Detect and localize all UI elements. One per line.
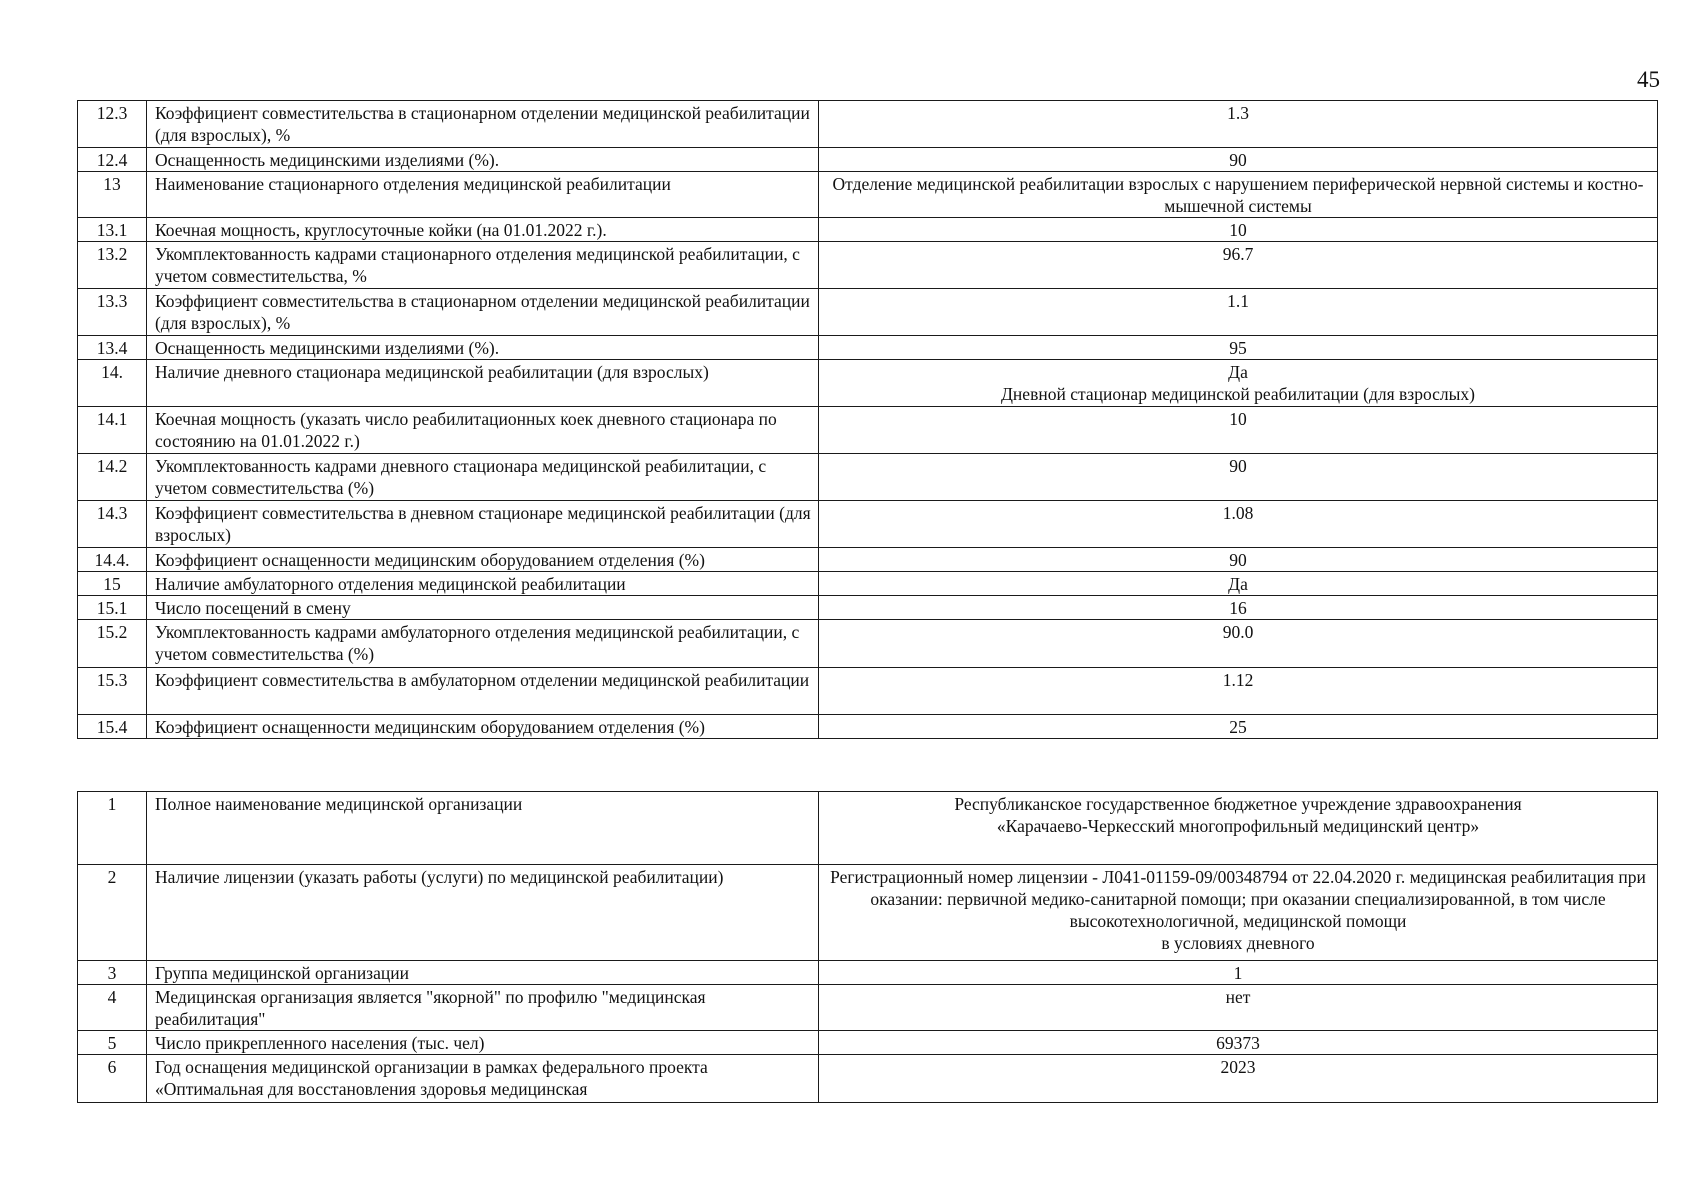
indicator-value-cell: Да <box>819 572 1658 596</box>
table-row <box>78 865 1658 961</box>
indicator-value-cell: 25 <box>819 715 1658 739</box>
table-row <box>78 715 1658 739</box>
indicator-value-cell: 2023 <box>819 1055 1658 1103</box>
row-number-cell: 15.3 <box>78 668 147 715</box>
indicator-value-cell: 10 <box>819 407 1658 454</box>
row-number-cell: 4 <box>78 985 147 1031</box>
row-number-cell: 12.3 <box>78 101 147 148</box>
indicator-name-cell: Коэффициент оснащенности медицинским оборудованием отделения (%) <box>147 715 819 739</box>
organization-info-table-body <box>78 792 1658 1103</box>
row-number-cell: 12.4 <box>78 148 147 172</box>
table-row <box>78 172 1658 218</box>
indicator-name-cell: Наличие амбулаторного отделения медицинской реабилитации <box>147 572 819 596</box>
indicator-name-cell: Укомплектованность кадрами стационарного отделения медицинской реабилитации, с учетом совместительства, % <box>147 242 819 289</box>
indicator-name-cell: Коэффициент совместительства в стационарном отделении медицинской реабилитации (для взрослых), % <box>147 101 819 148</box>
indicator-value-cell: 1.12 <box>819 668 1658 715</box>
row-number-cell: 2 <box>78 865 147 961</box>
indicator-value-cell: 95 <box>819 336 1658 360</box>
indicator-name-cell: Коэффициент совместительства в стационарном отделении медицинской реабилитации (для взрослых), % <box>147 289 819 336</box>
row-number-cell: 1 <box>78 792 147 865</box>
table-row <box>78 1055 1658 1103</box>
indicator-value-cell: 90.0 <box>819 620 1658 668</box>
row-number-cell: 13.4 <box>78 336 147 360</box>
indicator-name-cell: Группа медицинской организации <box>147 961 819 985</box>
indicator-name-cell: Полное наименование медицинской организации <box>147 792 819 865</box>
indicator-value-cell: 90 <box>819 148 1658 172</box>
table-row <box>78 218 1658 242</box>
indicator-name-cell: Коэффициент совместительства в амбулаторном отделении медицинской реабилитации <box>147 668 819 715</box>
indicator-name-cell: Наименование стационарного отделения медицинской реабилитации <box>147 172 819 218</box>
indicator-value-cell: 1.3 <box>819 101 1658 148</box>
indicator-name-cell: Коечная мощность (указать число реабилитационных коек дневного стационара по состоянию на 01.01.2022 г.) <box>147 407 819 454</box>
indicator-name-cell: Коечная мощность, круглосуточные койки (на 01.01.2022 г.). <box>147 218 819 242</box>
row-number-cell: 6 <box>78 1055 147 1103</box>
indicator-value-cell: Регистрационный номер лицензии - Л041-01159-09/00348794 от 22.04.2020 г. медицинская реабилитация при оказании: первичной медико-санитарной помощи; при оказании специализированной, в том числе высокотехнологичной, медицинской помощи в условиях дневного <box>819 865 1658 961</box>
table-row <box>78 289 1658 336</box>
indicator-name-cell: Оснащенность медицинскими изделиями (%). <box>147 148 819 172</box>
indicator-value-cell: Республиканское государственное бюджетное учреждение здравоохранения «Карачаево-Черкесский многопрофильный медицинский центр» <box>819 792 1658 865</box>
indicator-value-cell: 1 <box>819 961 1658 985</box>
row-number-cell: 15.4 <box>78 715 147 739</box>
indicator-name-cell: Укомплектованность кадрами амбулаторного отделения медицинской реабилитации, с учетом совместительства (%) <box>147 620 819 668</box>
indicator-value-cell: нет <box>819 985 1658 1031</box>
indicator-value-cell: Отделение медицинской реабилитации взрослых с нарушением периферической нервной системы и костно-мышечной системы <box>819 172 1658 218</box>
table-row <box>78 454 1658 501</box>
rehab-indicators-table <box>77 100 1658 739</box>
table-row <box>78 596 1658 620</box>
row-number-cell: 14.2 <box>78 454 147 501</box>
indicator-name-cell: Число посещений в смену <box>147 596 819 620</box>
row-number-cell: 3 <box>78 961 147 985</box>
table-row <box>78 148 1658 172</box>
table-row <box>78 548 1658 572</box>
indicator-value-cell: 69373 <box>819 1031 1658 1055</box>
row-number-cell: 14.1 <box>78 407 147 454</box>
row-number-cell: 5 <box>78 1031 147 1055</box>
indicator-name-cell: Наличие дневного стационара медицинской реабилитации (для взрослых) <box>147 360 819 407</box>
indicator-name-cell: Коэффициент оснащенности медицинским оборудованием отделения (%) <box>147 548 819 572</box>
page-number: 45 <box>1637 67 1660 92</box>
table-row <box>78 360 1658 407</box>
row-number-cell: 15.1 <box>78 596 147 620</box>
row-number-cell: 13.2 <box>78 242 147 289</box>
row-number-cell: 14.4. <box>78 548 147 572</box>
indicator-value-cell: 10 <box>819 218 1658 242</box>
table-row <box>78 668 1658 715</box>
indicator-value-cell: Да Дневной стационар медицинской реабилитации (для взрослых) <box>819 360 1658 407</box>
indicator-value-cell: 1.08 <box>819 501 1658 548</box>
row-number-cell: 15.2 <box>78 620 147 668</box>
table-row <box>78 242 1658 289</box>
table-row <box>78 501 1658 548</box>
indicator-value-cell: 16 <box>819 596 1658 620</box>
row-number-cell: 13.1 <box>78 218 147 242</box>
indicator-value-cell: 90 <box>819 548 1658 572</box>
table-row <box>78 792 1658 865</box>
indicator-value-cell: 90 <box>819 454 1658 501</box>
row-number-cell: 14.3 <box>78 501 147 548</box>
table-row <box>78 961 1658 985</box>
table-row <box>78 985 1658 1031</box>
row-number-cell: 13 <box>78 172 147 218</box>
indicator-name-cell: Укомплектованность кадрами дневного стационара медицинской реабилитации, с учетом совместительства (%) <box>147 454 819 501</box>
table-row <box>78 620 1658 668</box>
indicator-name-cell: Год оснащения медицинской организации в рамках федерального проекта «Оптимальная для восстановления здоровья медицинская <box>147 1055 819 1103</box>
table-row <box>78 407 1658 454</box>
indicator-value-cell: 96.7 <box>819 242 1658 289</box>
indicator-name-cell: Медицинская организация является "якорной" по профилю "медицинская реабилитация" <box>147 985 819 1031</box>
indicator-name-cell: Оснащенность медицинскими изделиями (%). <box>147 336 819 360</box>
table-row <box>78 101 1658 148</box>
indicator-value-cell: 1.1 <box>819 289 1658 336</box>
rehab-indicators-table-body <box>78 101 1658 739</box>
row-number-cell: 15 <box>78 572 147 596</box>
row-number-cell: 14. <box>78 360 147 407</box>
indicator-name-cell: Коэффициент совместительства в дневном стационаре медицинской реабилитации (для взрослых) <box>147 501 819 548</box>
indicator-name-cell: Наличие лицензии (указать работы (услуги) по медицинской реабилитации) <box>147 865 819 961</box>
row-number-cell: 13.3 <box>78 289 147 336</box>
table-row <box>78 572 1658 596</box>
organization-info-table <box>77 791 1658 1103</box>
table-row <box>78 1031 1658 1055</box>
table-row <box>78 336 1658 360</box>
indicator-name-cell: Число прикрепленного населения (тыс. чел) <box>147 1031 819 1055</box>
